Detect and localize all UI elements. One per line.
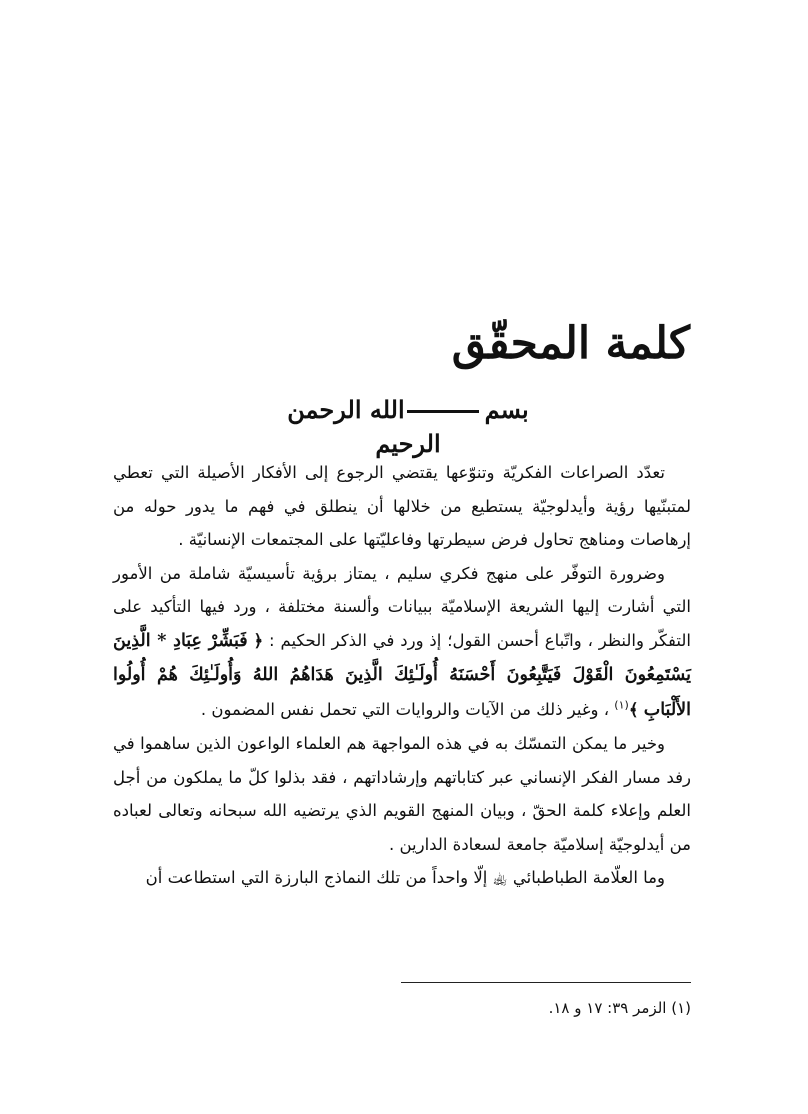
paragraph-4: وما العلّامة الطباطبائي ﵀ إلّا واحداً من تلك النماذج البارزة التي استطاعت أن bbox=[145, 868, 665, 887]
basmala-stroke bbox=[407, 410, 479, 413]
paragraph-2 bbox=[113, 557, 691, 728]
quran-bracket-close: ﴾ bbox=[628, 699, 639, 719]
basmala-ornament bbox=[258, 393, 558, 460]
paragraph-2-intro: وضرورة التوفّر على منهج فكري سليم ، يمتاز برؤية تأسيسيّة شاملة من الأمور التي أشارت إليها الشريعة الإسلاميّة ببيانات وألسنة مختلفة ، ورد فيها التأكيد على التفكّر والنظر ، واتّباع أحسن القول؛ إذ ورد في الذكر الحكيم : bbox=[113, 563, 691, 650]
basmala-part-2: الله الرحمن الرحيم bbox=[287, 395, 441, 458]
paragraph-1: تعدّد الصراعات الفكريّة وتنوّعها يقتضي الرجوع إلى الأفكار الأصيلة التي تعطي لمتبنّيها رؤية وأيدلوجيّة يستطيع من خلالها أن ينطلق في فهم ما يدور حوله من إرهاصات ومناهج تحاول فرض سيطرتها وفاعليّتها على المجتمعات الإنسانيّة . bbox=[113, 463, 691, 549]
main-text bbox=[113, 456, 691, 895]
basmala-part-1: بسم bbox=[484, 395, 529, 424]
paragraph-3: وخير ما يمكن التمسّك به في هذه المواجهة هم العلماء الواعون الذين ساهموا في رفد مسار الفكر الإنساني عبر كتاباتهم وإرشاداتهم ، فقد بذلوا كلّ ما يملكون من أجل العلم وإعلاء كلمة الحقّ ، وبيان المنهج القويم الذي يرتضيه الله سبحانه وتعالى لعباده من أيدلوجيّة إسلاميّة جامعة لسعادة الدارين . bbox=[113, 734, 691, 854]
page-title: كلمة المحقّق bbox=[451, 318, 690, 369]
paragraph-2-outro: ، وغير ذلك من الآيات والروايات التي تحمل نفس المضمون . bbox=[200, 699, 610, 719]
footnote-divider bbox=[401, 982, 691, 983]
footnote: (١) الزمر ٣٩: ١٧ و ١٨. bbox=[548, 999, 691, 1017]
footnote-reference[interactable]: (١) bbox=[614, 698, 629, 711]
quran-bracket-open: ﴿ bbox=[253, 630, 264, 650]
quran-verse: فَبَشِّرْ عِبَادِ * الَّذِينَ يَسْتَمِعُونَ الْقَوْلَ فَيَتَّبِعُونَ أَحْسَنَهُ أُولَـٰئِكَ الَّذِينَ هَدَاهُمُ اللهُ وَأُولَـٰئِكَ هُمْ أُولُوا الأَلْبَابِ bbox=[113, 630, 691, 720]
